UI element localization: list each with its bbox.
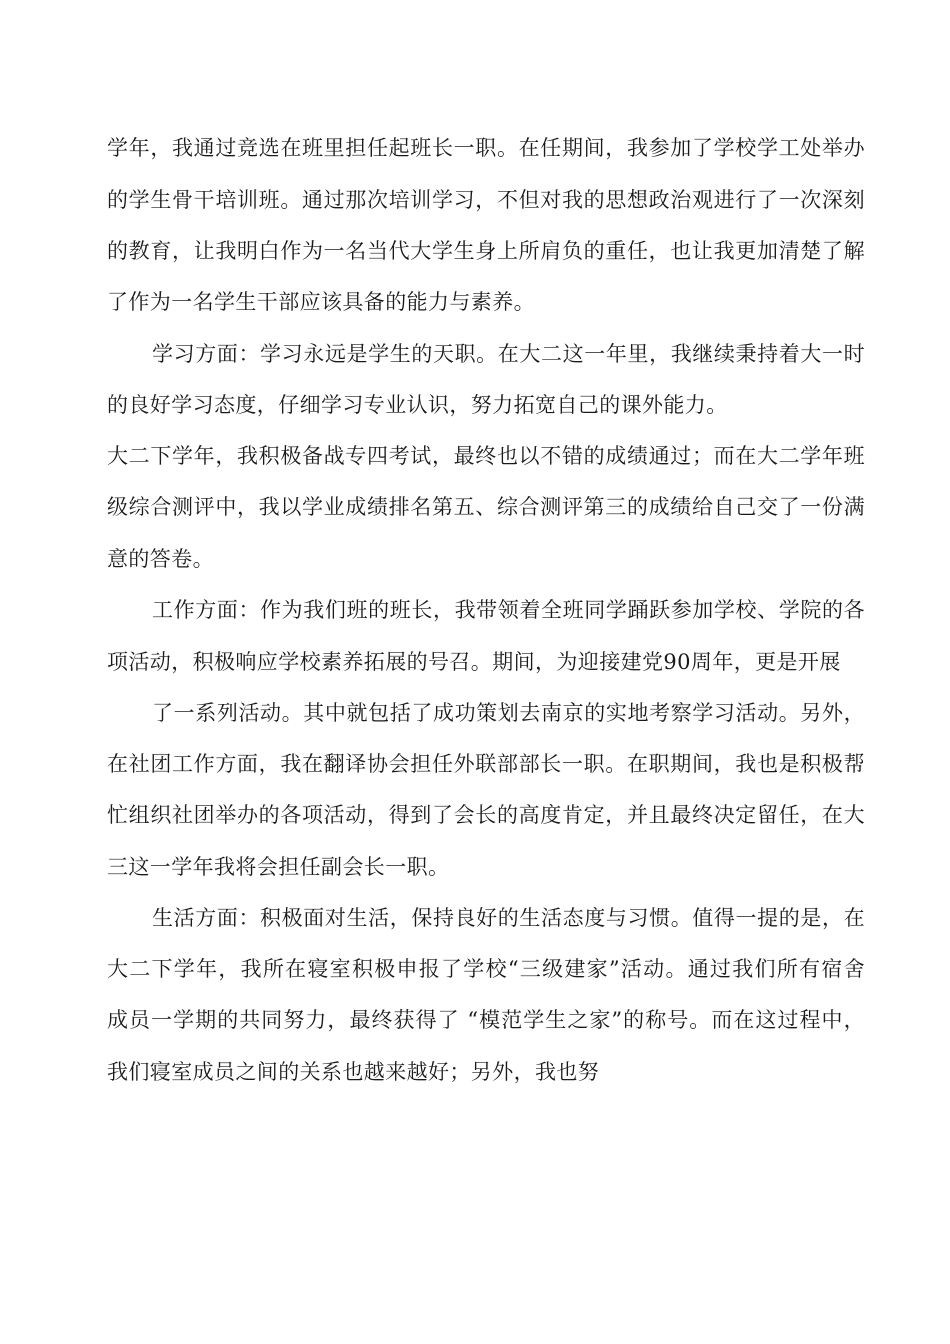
text-line-4: 了作为一名学生干部应该具备的能力与素养。 — [107, 290, 535, 314]
text-line-7: 大二下学年，我积极备战专四考试，最终也以不错的成绩通过；而在大二学年班 — [107, 444, 865, 468]
text-line-12: 了一系列活动。其中就包括了成功策划去南京的实地考察学习活动。另外， — [152, 701, 865, 725]
text-line-17: 大二下学年，我所在寝室积极申报了学校“三级建家”活动。通过我们所有宿舍 — [107, 957, 865, 981]
text-line-16: 生活方面：积极面对生活，保持良好的生活态度与习惯。值得一提的是，在 — [152, 906, 865, 930]
text-line-6: 的良好学习态度，仔细学习专业认识，努力拓宽自己的课外能力。 — [107, 393, 728, 417]
text-line-18: 成员一学期的共同努力，最终获得了 “模范学生之家”的称号。而在这过程中， — [107, 1008, 865, 1032]
text-line-14: 忙组织社团举办的各项活动，得到了会长的高度肯定，并且最终决定留任，在大 — [107, 803, 865, 827]
text-line-8: 级综合测评中，我以学业成绩排名第五、综合测评第三的成绩给自己交了一份满 — [107, 495, 865, 519]
text-line-9: 意的答卷。 — [107, 547, 214, 571]
text-line-3: 的教育，让我明白作为一名当代大学生身上所肩负的重任，也让我更加清楚了解 — [107, 239, 865, 263]
text-line-13: 在社团工作方面，我在翻译协会担任外联部部长一职。在职期间，我也是积极帮 — [107, 752, 865, 776]
text-line-5: 学习方面：学习永远是学生的天职。在大二这一年里，我继续秉持着大一时 — [152, 342, 865, 366]
text-line-19: 我们寝室成员之间的关系也越来越好；另外，我也努 — [107, 1060, 600, 1084]
text-line-15: 三这一学年我将会担任副会长一职。 — [107, 855, 450, 879]
text-line-2: 的学生骨干培训班。通过那次培训学习，不但对我的思想政治观进行了一次深刻 — [107, 188, 865, 212]
text-line-11: 项活动，积极响应学校素养拓展的号召。期间，为迎接建党90周年，更是开展 — [107, 650, 841, 674]
text-line-1: 学年，我通过竞选在班里担任起班长一职。在任期间，我参加了学校学工处举办 — [107, 136, 865, 160]
text-line-10: 工作方面：作为我们班的班长，我带领着全班同学踊跃参加学校、学院的各 — [152, 598, 865, 622]
